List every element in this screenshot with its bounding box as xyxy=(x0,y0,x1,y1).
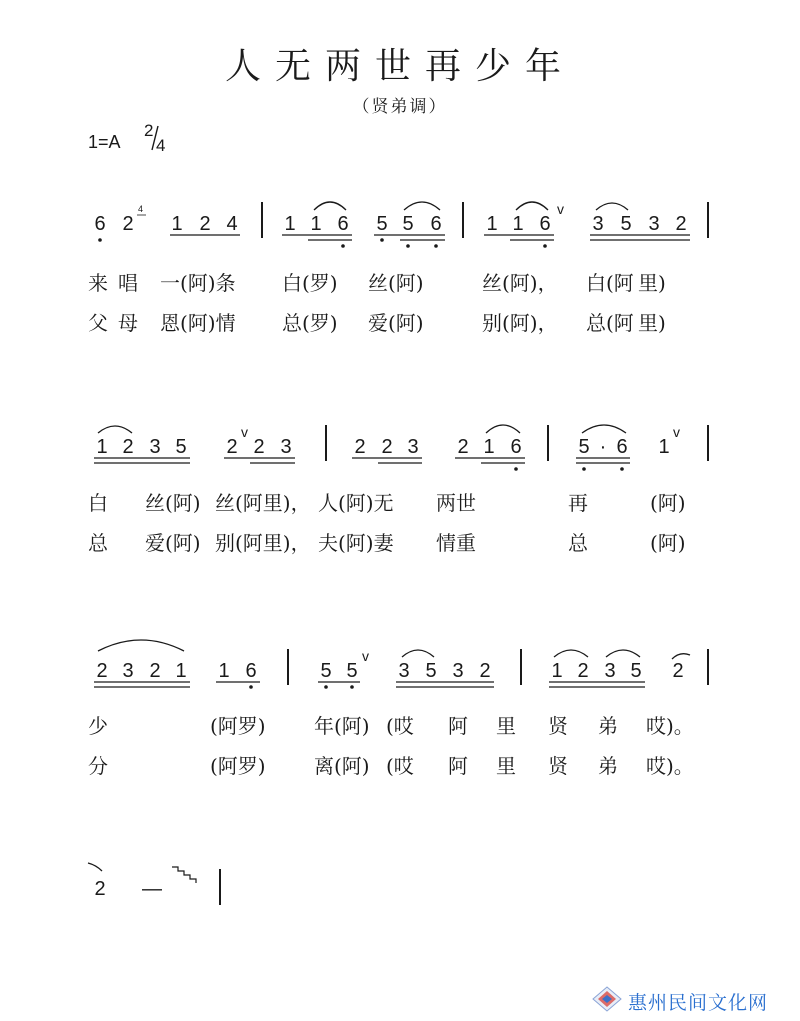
note: 2 xyxy=(122,436,134,458)
note: 2 xyxy=(457,436,469,458)
breath-mark: v xyxy=(362,648,369,664)
lyric-word: 少 xyxy=(88,714,108,738)
song-title: 人无两世再少年 xyxy=(224,46,575,87)
note: 6 xyxy=(94,213,106,235)
note: 3 xyxy=(648,213,660,235)
lyric-word: 里 xyxy=(496,754,516,778)
note: 2 xyxy=(577,660,589,682)
lyric-word: 总 xyxy=(88,531,108,555)
slur xyxy=(404,202,440,210)
breath-mark: v xyxy=(241,424,248,440)
breath-mark: v xyxy=(673,424,680,440)
note: 5 xyxy=(425,660,437,682)
time-signature-bottom: 4 xyxy=(156,136,166,155)
note: 2 xyxy=(149,660,161,682)
glissando-mark xyxy=(172,867,196,883)
slur xyxy=(98,640,184,651)
lyric-word: 来 xyxy=(88,271,108,295)
note: 1 xyxy=(658,436,670,458)
octave-dot xyxy=(620,467,624,471)
octave-dot xyxy=(350,685,354,689)
slur xyxy=(582,425,626,433)
note: 6 xyxy=(616,436,628,458)
note: 3 xyxy=(149,436,161,458)
site-logo-icon xyxy=(592,986,622,1012)
song-subtitle: （贤弟调） xyxy=(352,97,448,117)
note: 5 xyxy=(620,213,632,235)
lyric-word: 两世 xyxy=(436,491,476,515)
lyric-word: 丝(阿里)， xyxy=(215,491,311,515)
octave-dot xyxy=(582,467,586,471)
lyric-word: 夫(阿)妻 xyxy=(318,531,394,555)
note: 2 xyxy=(199,213,211,235)
note: 6 xyxy=(510,436,522,458)
note: 2 xyxy=(479,660,491,682)
note: 1 xyxy=(512,213,524,235)
slur xyxy=(596,203,628,210)
slur xyxy=(314,202,346,210)
note: 5 xyxy=(376,213,388,235)
tie-end xyxy=(88,863,102,871)
breath-mark: v xyxy=(557,201,564,217)
lyric-word: (阿罗) xyxy=(210,714,266,738)
note: 1 xyxy=(171,213,183,235)
lyric-word: 总(罗) xyxy=(282,311,338,335)
note: 2 xyxy=(96,660,108,682)
note: — xyxy=(142,878,162,900)
lyric-word: (阿) xyxy=(650,491,686,515)
note: 2 xyxy=(675,213,687,235)
tie-start xyxy=(672,654,690,659)
note: · xyxy=(599,436,607,458)
note: 3 xyxy=(407,436,419,458)
note: 2 xyxy=(253,436,265,458)
note: 1 xyxy=(96,436,108,458)
lyric-word: 父 xyxy=(88,311,108,335)
lyric-word: 情重 xyxy=(436,531,476,555)
note: 2 xyxy=(122,213,134,235)
note: 3 xyxy=(122,660,134,682)
note: 2 xyxy=(94,878,106,900)
lyric-word: 别(阿)， xyxy=(482,311,558,335)
lyric-word: 阿 xyxy=(448,714,468,738)
watermark-text: 惠州民间文化网 xyxy=(628,992,769,1014)
lyric-word: 里) xyxy=(638,271,666,295)
octave-dot xyxy=(380,238,384,242)
lyric-word: 里 xyxy=(496,714,516,738)
note: 1 xyxy=(486,213,498,235)
note: 1 xyxy=(284,213,296,235)
note: 1 xyxy=(175,660,187,682)
note: 5 xyxy=(346,660,358,682)
lyric-word: 贤 xyxy=(548,754,568,778)
octave-dot xyxy=(514,467,518,471)
note: 5 xyxy=(630,660,642,682)
lyric-word: 里) xyxy=(638,311,666,335)
lyric-word: (阿罗) xyxy=(210,754,266,778)
lyric-word: 总 xyxy=(568,531,588,555)
lyric-word: 爱(阿) xyxy=(145,531,201,555)
slur xyxy=(402,650,434,657)
octave-dot xyxy=(341,244,345,248)
lyric-word: (哎 xyxy=(386,754,414,778)
note: 1 xyxy=(218,660,230,682)
octave-dot xyxy=(434,244,438,248)
lyric-word: 离(阿) xyxy=(314,754,370,778)
octave-dot xyxy=(98,238,102,242)
lyric-word: 年(阿) xyxy=(314,714,370,738)
lyric-word: 哎)。 xyxy=(646,754,694,778)
slur xyxy=(606,650,640,657)
lyric-word: 贤 xyxy=(548,714,568,738)
lyric-word: (阿) xyxy=(650,531,686,555)
note: 1 xyxy=(551,660,563,682)
lyric-word: 丝(阿) xyxy=(145,491,201,515)
octave-dot xyxy=(249,685,253,689)
note: 2 xyxy=(381,436,393,458)
lyric-word: 阿 xyxy=(448,754,468,778)
lyric-word: 哎)。 xyxy=(646,714,694,738)
lyric-word: 爱(阿) xyxy=(368,311,424,335)
slur xyxy=(98,426,132,433)
lyric-word: 一(阿)条 xyxy=(160,271,236,295)
note: 2 xyxy=(672,660,684,682)
lyric-word: 总(阿 xyxy=(586,311,634,335)
note: 1 xyxy=(483,436,495,458)
lyric-word: 白(罗) xyxy=(282,271,338,295)
key-signature: 1=A xyxy=(88,132,121,152)
note: 6 xyxy=(430,213,442,235)
slur xyxy=(486,425,520,433)
note: 5 xyxy=(578,436,590,458)
grace-note: 4 xyxy=(138,204,144,214)
lyric-word: 弟 xyxy=(598,714,618,738)
lyric-word: 再 xyxy=(568,491,588,515)
lyric-word: 别(阿里)， xyxy=(215,531,311,555)
note: 6 xyxy=(245,660,257,682)
note: 2 xyxy=(226,436,238,458)
note: 3 xyxy=(452,660,464,682)
note: 4 xyxy=(226,213,238,235)
lyric-word: 丝(阿)， xyxy=(482,271,558,295)
lyric-word: 丝(阿) xyxy=(368,271,424,295)
lyric-word: 唱 xyxy=(118,271,138,295)
lyric-word: 白(阿 xyxy=(586,271,634,295)
lyric-word: (哎 xyxy=(386,714,414,738)
lyric-word: 母 xyxy=(118,311,138,335)
octave-dot xyxy=(406,244,410,248)
note: 3 xyxy=(398,660,410,682)
lyric-word: 人(阿)无 xyxy=(318,491,394,515)
slur xyxy=(516,202,548,210)
note: 6 xyxy=(337,213,349,235)
time-signature-top: 2 xyxy=(144,121,154,140)
lyric-word: 白 xyxy=(88,491,108,515)
octave-dot xyxy=(543,244,547,248)
note: 5 xyxy=(320,660,332,682)
note: 6 xyxy=(539,213,551,235)
watermark xyxy=(592,984,792,1014)
slur xyxy=(554,650,588,657)
note: 3 xyxy=(280,436,292,458)
note: 5 xyxy=(402,213,414,235)
lyric-word: 分 xyxy=(88,754,108,778)
note: 2 xyxy=(354,436,366,458)
lyric-word: 恩(阿)情 xyxy=(160,311,236,335)
octave-dot xyxy=(324,685,328,689)
note: 5 xyxy=(175,436,187,458)
note: 1 xyxy=(310,213,322,235)
note: 3 xyxy=(604,660,616,682)
note: 3 xyxy=(592,213,604,235)
lyric-word: 弟 xyxy=(598,754,618,778)
